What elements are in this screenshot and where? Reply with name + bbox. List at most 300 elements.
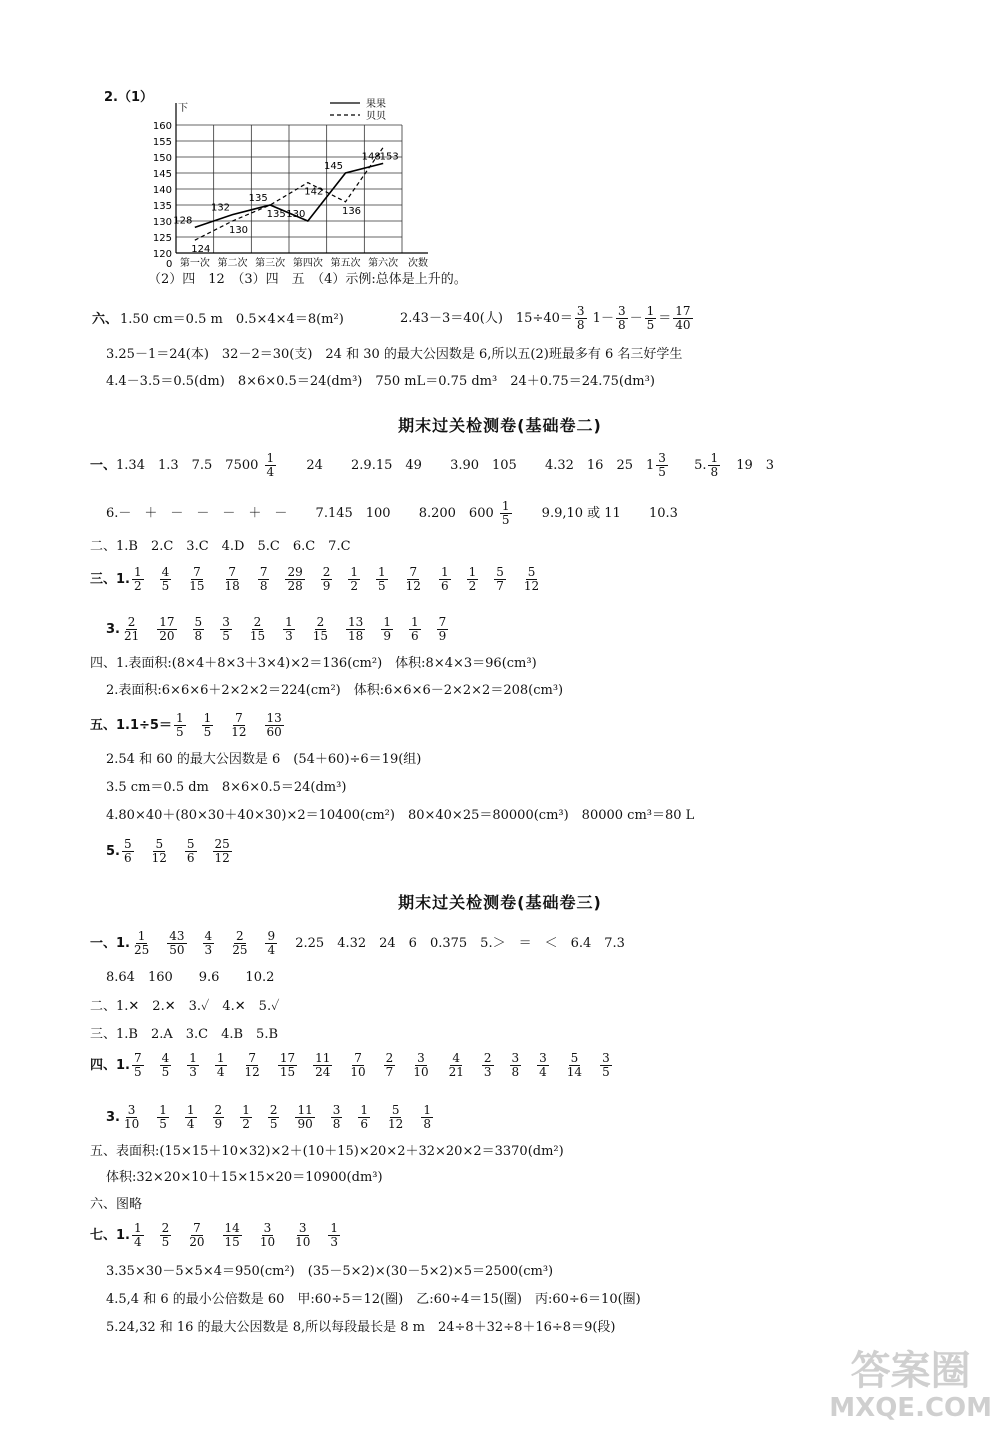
numerator: 3 (298, 1221, 307, 1235)
fraction (386, 1104, 405, 1131)
denominator: 20 (159, 629, 175, 643)
denominator: 2 (468, 579, 477, 593)
denominator: 8 (576, 318, 585, 332)
fraction-group (172, 711, 298, 739)
fraction (358, 1104, 370, 1131)
section-label-6: 六、 (92, 312, 119, 327)
denominator: 10 (413, 1065, 429, 1079)
numerator: 5 (496, 565, 504, 579)
fraction (311, 616, 330, 643)
numerator: 1 (410, 615, 419, 629)
y-unit-label: 下 (178, 103, 188, 114)
denominator: 10 (259, 1235, 276, 1249)
denominator: 5 (378, 579, 386, 593)
fraction (500, 500, 512, 527)
denominator: 10 (350, 1065, 366, 1079)
denominator: 12 (244, 1065, 260, 1079)
numerator: 1 (330, 1221, 339, 1235)
numerator: 9 (267, 929, 276, 943)
denominator: 15 (312, 629, 329, 643)
fraction (409, 616, 421, 643)
answer-text: 19 3 (736, 458, 775, 473)
denominator: 12 (214, 851, 230, 865)
answer-text: 5. (694, 458, 707, 473)
legend-label: 贝贝 (366, 111, 386, 122)
denominator: 5 (159, 1117, 167, 1131)
fraction (187, 1222, 206, 1249)
fraction (202, 712, 214, 739)
fraction (437, 616, 449, 643)
numerator: 5 (527, 565, 536, 579)
fraction (220, 616, 232, 643)
fraction-group (130, 565, 555, 593)
answer-line (90, 452, 774, 479)
denominator: 4 (186, 1117, 195, 1131)
fraction (293, 1222, 312, 1249)
answer-line: 六、图略 (90, 1197, 143, 1212)
answer-line: 8.64 160 9.6 10.2 (106, 970, 275, 985)
denominator: 5 (269, 1117, 278, 1131)
numerator: 1 (285, 615, 293, 629)
numerator: 11 (297, 1103, 313, 1117)
denominator: 5 (161, 1065, 170, 1079)
legend-label: 果果 (366, 99, 386, 110)
denominator: 8 (259, 579, 268, 593)
numerator: 1 (159, 1103, 167, 1117)
denominator: 10 (295, 1235, 311, 1249)
fraction (185, 1104, 197, 1131)
section-label-4: 四、1. (90, 1058, 130, 1073)
numerator: 2 (161, 1221, 170, 1235)
denominator: 5 (161, 579, 170, 593)
data-label: 136 (341, 205, 362, 217)
fraction (258, 1222, 277, 1249)
fraction (185, 838, 197, 865)
answer-text: 1－ (592, 311, 614, 326)
denominator: 4 (133, 1235, 142, 1249)
fraction (467, 566, 479, 593)
answer-line (90, 712, 298, 739)
denominator: 15 (189, 579, 205, 593)
fraction (645, 305, 657, 332)
y-tick-label: 145 (152, 169, 172, 180)
numerator: 1 (175, 711, 184, 725)
denominator: 9 (322, 579, 331, 593)
fraction (265, 930, 277, 957)
data-label: 124 (191, 244, 211, 256)
numerator: 3 (263, 1221, 272, 1235)
denominator: 2 (133, 579, 142, 593)
fraction (384, 1052, 396, 1079)
fraction (187, 566, 206, 593)
fraction (243, 1052, 262, 1079)
fraction (174, 712, 186, 739)
watermark-bottom: MXQE.COM (829, 1393, 992, 1423)
numerator: 5 (391, 1103, 400, 1117)
denominator: 8 (194, 629, 203, 643)
numerator: 1 (133, 565, 142, 579)
answer-line (106, 1104, 447, 1131)
numerator: 1 (133, 1221, 142, 1235)
denominator: 50 (169, 943, 185, 957)
denominator: 15 (279, 1065, 296, 1079)
section-label-1: 一、 (90, 458, 117, 473)
numerator: 3 (602, 1051, 610, 1065)
fraction (522, 566, 541, 593)
fraction (331, 1104, 343, 1131)
numerator: 4 (204, 929, 213, 943)
denominator: 3 (189, 1065, 197, 1079)
numerator: 7 (248, 1051, 256, 1065)
fraction (283, 616, 295, 643)
numerator: 3 (222, 615, 230, 629)
fraction (258, 566, 270, 593)
denominator: 12 (388, 1117, 404, 1131)
data-label: 130 (286, 209, 306, 220)
numerator: 5 (123, 837, 132, 851)
fraction (278, 1052, 297, 1079)
numerator: 3 (576, 304, 585, 318)
denominator: 9 (214, 1117, 223, 1131)
numerator: 2 (385, 1051, 394, 1065)
numerator: 1 (468, 565, 477, 579)
answer-text: 1.34 1.3 7.5 7500 (116, 458, 259, 473)
denominator: 18 (348, 629, 364, 643)
fraction (213, 838, 232, 865)
answer-line: 五、表面积:(15×15＋10×32)×2＋(10＋15)×20×2＋32×20×2＝3370(dm²) (90, 1144, 564, 1159)
fraction-group (130, 929, 291, 957)
y-tick-label: 135 (152, 201, 172, 212)
x-tick-label: 第六次 (368, 258, 399, 269)
fraction-group (130, 1221, 354, 1249)
fraction (510, 1052, 522, 1079)
denominator: 12 (405, 579, 421, 593)
numerator: 3 (617, 304, 626, 318)
watermark-top: 答案圈 (850, 1348, 971, 1394)
denominator: 8 (423, 1117, 431, 1131)
fraction (328, 1222, 340, 1249)
denominator: 25 (133, 943, 150, 957)
line-chart (140, 95, 460, 275)
fraction (157, 1104, 169, 1131)
fraction (265, 452, 277, 479)
numerator: 7 (133, 1051, 142, 1065)
fraction (376, 566, 388, 593)
item-label: 3. (106, 622, 120, 637)
data-label: 135 (248, 193, 268, 204)
answer-text: 9.9,10 或 11 (541, 506, 621, 521)
numerator: 11 (315, 1051, 331, 1065)
data-label: 132 (210, 202, 231, 214)
y-tick-label: 125 (152, 233, 172, 244)
answer-line: 4.4－3.5＝0.5(dm) 8×6×0.5＝24(dm³) 750 mL＝0.75 dm³ 24＋0.75＝24.75(dm³) (106, 374, 655, 389)
numerator: 1 (646, 304, 655, 318)
numerator: 13 (348, 615, 364, 629)
numerator: 1 (350, 565, 359, 579)
answer-line: 3.35×30－5×5×4＝950(cm²) (35－5×2)×(30－5×2)×5＝2500(cm³) (106, 1264, 554, 1279)
answer-text: 6.－ ＋ － － － ＋ － (106, 506, 288, 521)
section-label-5: 五、1.1÷5＝ (90, 718, 172, 733)
fraction (122, 838, 134, 865)
fraction (213, 1104, 225, 1131)
numerator: 5 (155, 837, 164, 851)
denominator: 12 (231, 725, 247, 739)
denominator: 12 (523, 579, 540, 593)
fraction (447, 1052, 466, 1079)
answer-text: 2.9.15 49 (351, 458, 422, 473)
fraction (240, 1104, 252, 1131)
fraction (565, 1052, 584, 1079)
numerator: 3 (417, 1051, 425, 1065)
answer-line (90, 930, 625, 957)
answer-line: 2.43－3＝40(人) 15÷40＝ $\frac{3}{8}$ 1－ $\frac{3}{8}$ － $\frac{1}{5}$ ＝ $\frac{17}{40}$ (400, 304, 691, 332)
y-tick-label: 160 (152, 121, 172, 132)
denominator: 12 (151, 851, 167, 865)
fraction (187, 1052, 199, 1079)
y-tick-label: 155 (152, 137, 172, 148)
denominator: 7 (385, 1065, 394, 1079)
numerator: 7 (354, 1051, 362, 1065)
answer-line: 三、1.B 2.A 3.C 4.B 5.B (90, 1027, 279, 1042)
fraction (122, 1104, 141, 1131)
fraction (160, 566, 172, 593)
numerator: 7 (409, 565, 418, 579)
fraction (265, 712, 284, 739)
numerator: 7 (235, 711, 243, 725)
numerator: 1 (242, 1103, 250, 1117)
fraction (132, 930, 151, 957)
denominator: 5 (646, 318, 655, 332)
fraction-group (130, 1051, 626, 1079)
numerator: 7 (228, 565, 236, 579)
section-label-7: 七、1. (90, 1228, 130, 1243)
fraction (132, 566, 144, 593)
answer-line: 3.25－1＝24(本) 32－2＝30(支) 24 和 30 的最大公因数是 6,所以五(2)班最多有 6 名三好学生 (106, 347, 683, 362)
answer-line (90, 1222, 354, 1249)
numerator: 7 (438, 615, 447, 629)
fraction-group (120, 837, 246, 865)
answer-text: 7.145 100 (315, 506, 391, 521)
denominator: 9 (383, 629, 391, 643)
y-tick-label: 150 (152, 153, 172, 164)
x-axis-end-label: 次数 (408, 258, 428, 269)
fraction (348, 566, 360, 593)
numerator: 3 (332, 1103, 341, 1117)
y-tick-label: 120 (152, 249, 172, 260)
denominator: 15 (224, 1235, 240, 1249)
denominator: 9 (438, 629, 447, 643)
fraction (157, 616, 176, 643)
denominator: 5 (175, 725, 184, 739)
numerator: 3 (658, 451, 666, 465)
denominator: 8 (617, 318, 626, 332)
denominator: 90 (297, 1117, 313, 1131)
fraction (268, 1104, 280, 1131)
fraction (494, 566, 506, 593)
fraction (223, 566, 242, 593)
denominator: 21 (123, 629, 140, 643)
fraction (673, 305, 692, 332)
section-title: 期末过关检测卷(基础卷三) (398, 893, 602, 912)
x-tick-label: 第四次 (292, 258, 323, 269)
numerator: 1 (383, 615, 391, 629)
denominator: 5 (222, 629, 230, 643)
answer-text: 2.43－3＝40(人) 15÷40＝ (400, 311, 573, 326)
numerator: 7 (193, 1221, 201, 1235)
denominator: 20 (189, 1235, 205, 1249)
answer-line (106, 838, 246, 865)
answer-text: 3.90 105 (450, 458, 517, 473)
answer-line: 4.5,4 和 6 的最小公倍数是 60 甲:60÷5＝12(圈) 乙:60÷4＝15(圈) 丙:60÷6＝10(圈) (106, 1292, 641, 1307)
numerator: 2 (269, 1103, 278, 1117)
answer-line: 4.80×40＋(80×30＋40×30)×2＝10400(cm²) 80×40×25＝80000(cm³) 80000 cm³＝80 L (106, 808, 695, 823)
fraction (160, 1052, 172, 1079)
numerator: 1 (378, 565, 386, 579)
fraction (230, 930, 249, 957)
denominator: 10 (123, 1117, 140, 1131)
fraction (537, 1052, 549, 1079)
fraction (215, 1052, 227, 1079)
denominator: 5 (501, 513, 510, 527)
denominator: 5 (133, 1065, 142, 1079)
denominator: 5 (203, 725, 212, 739)
denominator: 2 (242, 1117, 250, 1131)
numerator: 2 (214, 1103, 223, 1117)
item-label: 5. (106, 844, 120, 859)
denominator: 14 (566, 1065, 583, 1079)
numerator: 1 (189, 1051, 197, 1065)
denominator: 5 (161, 1235, 170, 1249)
answer-text: 8.200 600 (418, 506, 494, 521)
fraction (223, 1222, 242, 1249)
fraction (132, 1222, 144, 1249)
denominator: 4 (266, 465, 275, 479)
numerator: 5 (570, 1051, 579, 1065)
numerator: 1 (203, 711, 212, 725)
fraction (193, 616, 205, 643)
numerator: 14 (224, 1221, 240, 1235)
answer-line (90, 566, 555, 593)
fraction (150, 838, 169, 865)
fraction (381, 616, 393, 643)
denominator: 21 (448, 1065, 464, 1079)
numerator: 1 (186, 1103, 195, 1117)
numerator: 1 (360, 1103, 369, 1117)
fraction (122, 616, 141, 643)
denominator: 2 (350, 579, 359, 593)
fraction-group (120, 1103, 447, 1131)
numerator: 17 (675, 304, 691, 318)
answer-text: 2.25 4.32 24 6 0.375 5.＞ ＝ ＜ 6.4 7.3 (295, 936, 625, 951)
answer-line (106, 500, 678, 527)
denominator: 8 (710, 465, 719, 479)
x-tick-label: 第一次 (179, 258, 210, 269)
numerator: 3 (539, 1051, 547, 1065)
denominator: 25 (232, 943, 248, 957)
fraction (616, 305, 628, 332)
denominator: 4 (539, 1065, 547, 1079)
answer-text: 24 (306, 458, 323, 473)
fraction (421, 1104, 433, 1131)
numerator: 2 (483, 1051, 492, 1065)
answer-line: 体积:32×20×10＋15×15×20＝10900(dm³) (106, 1170, 383, 1185)
answer-line: 2.54 和 60 的最大公因数是 6 (54＋60)÷6＝19(组) (106, 752, 422, 767)
numerator: 25 (214, 837, 230, 851)
denominator: 15 (249, 629, 266, 643)
numerator: 2 (236, 929, 244, 943)
fraction (167, 930, 186, 957)
answer-line: 5.24,32 和 16 的最大公因数是 8,所以每段最长是 8 m 24÷8＋32÷8＋16÷8＝9(段) (106, 1320, 616, 1335)
numerator: 1 (137, 929, 146, 943)
numerator: 3 (511, 1051, 520, 1065)
numerator: 2 (322, 565, 331, 579)
fraction (404, 566, 423, 593)
denominator: 60 (266, 725, 282, 739)
fraction (295, 1104, 314, 1131)
numerator: 7 (193, 565, 201, 579)
answer-text: 10.3 (648, 506, 678, 521)
fraction (482, 1052, 494, 1079)
denominator: 8 (511, 1065, 520, 1079)
answer-line (90, 1052, 626, 1079)
answer-line: 2.表面积:6×6×6＋2×2×2＝224(cm²) 体积:6×6×6－2×2×2＝208(cm³) (106, 683, 564, 698)
numerator: 1 (216, 1051, 225, 1065)
y-tick-label: 130 (152, 217, 172, 228)
denominator: 3 (204, 943, 213, 957)
x-tick-label: 第五次 (330, 258, 361, 269)
fraction (132, 1052, 144, 1079)
answer-text: 4.32 16 25 1 (544, 458, 655, 473)
numerator: 1 (501, 499, 510, 513)
section-label-3: 三、1. (90, 572, 130, 587)
numerator: 29 (287, 565, 303, 579)
numerator: 4 (161, 1051, 170, 1065)
fraction (346, 616, 365, 643)
denominator: 18 (224, 579, 240, 593)
data-label: 130 (228, 225, 249, 236)
question-label: 2.（1） (104, 90, 154, 105)
denominator: 4 (267, 943, 276, 957)
answer-line: 3.5 cm＝0.5 dm 8×6×0.5＝24(dm³) (106, 780, 347, 795)
fraction (229, 712, 248, 739)
numerator: 17 (159, 615, 175, 629)
fraction-group (120, 615, 462, 643)
x-tick-label: 第三次 (255, 258, 286, 269)
y-tick-label: 140 (152, 185, 172, 196)
fraction (285, 566, 304, 593)
answer-line: 1.50 cm＝0.5 m 0.5×4×4＝8(m²) (120, 312, 344, 327)
fraction (203, 930, 215, 957)
denominator: 40 (675, 318, 691, 332)
denominator: 5 (602, 1065, 610, 1079)
denominator: 24 (315, 1065, 331, 1079)
data-label: 142 (304, 186, 324, 198)
numerator: 43 (169, 929, 185, 943)
numerator: 13 (266, 711, 282, 725)
answer-line: 二、1.B 2.C 3.C 4.D 5.C 6.C 7.C (90, 539, 351, 554)
numerator: 17 (279, 1051, 296, 1065)
denominator: 3 (330, 1235, 339, 1249)
denominator: 5 (658, 465, 666, 479)
denominator: 6 (186, 851, 195, 865)
watermark (829, 1349, 992, 1423)
data-label: 135 (266, 209, 286, 220)
numerator: 1 (423, 1103, 431, 1117)
fraction (708, 452, 720, 479)
item-label: 3. (106, 1110, 120, 1125)
denominator: 8 (332, 1117, 341, 1131)
denominator: 4 (216, 1065, 225, 1079)
